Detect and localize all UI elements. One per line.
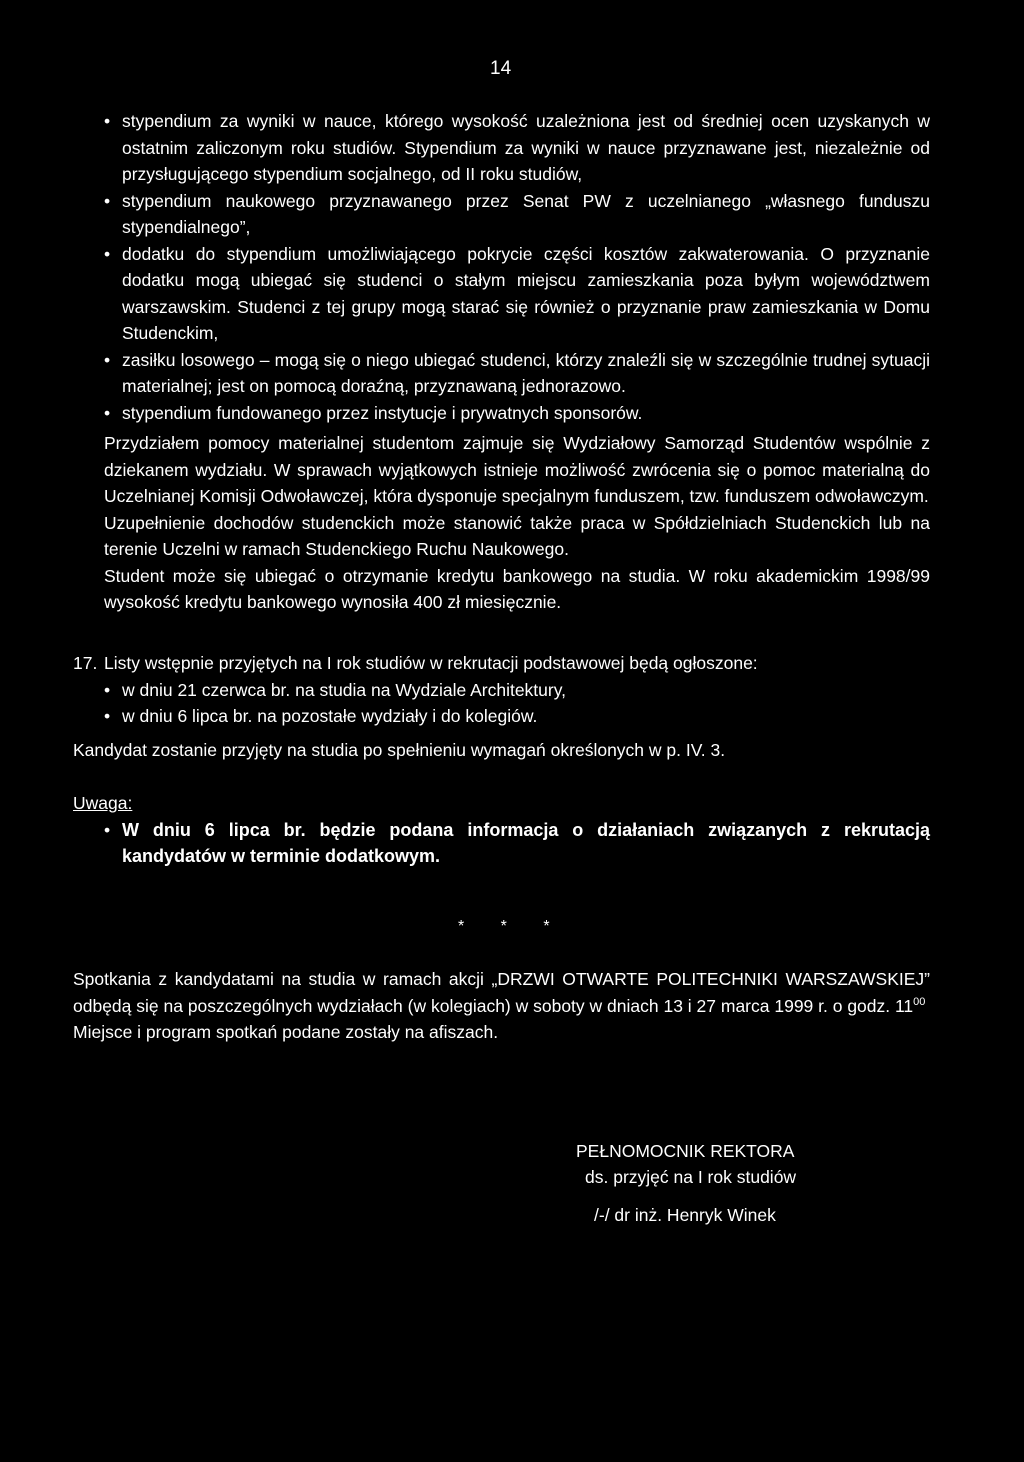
- bullet-icon: •: [104, 349, 111, 370]
- list-item: [0, 108, 930, 188]
- signature-name: /-/ dr inż. Henryk Winek: [594, 1205, 776, 1225]
- paragraph: Przydziałem pomocy materialnej studentom zajmuje się Wydziałowy Samorząd Studentów wspólnie z dziekanem wydziału. W sprawach wyjątkowych istnieje możliwość zwrócenia się o pomoc materialną do Uczelnianej Komisji Odwoławczej, która dysponuje specjalnym funduszem, tzw. funduszem odwoławczym.: [104, 433, 930, 506]
- open-doors-place: Miejsce i program spotkań podane zostały na afiszach.: [73, 1022, 499, 1042]
- bullet-icon: •: [104, 679, 111, 700]
- list-item: [0, 400, 930, 427]
- admission-note-text: Kandydat zostanie przyjęty na studia po spełnieniu wymagań określonych w p. IV. 3.: [73, 740, 726, 760]
- list-item-text: w dniu 6 lipca br. na pozostałe wydziały i do kolegiów.: [122, 706, 538, 726]
- notice-label: Uwaga:: [73, 793, 133, 813]
- open-doors: [0, 966, 1024, 1046]
- bullet-icon: •: [104, 402, 111, 423]
- bullet-icon: •: [104, 190, 111, 211]
- list-item-text: w dniu 21 czerwca br. na studia na Wydziale Architektury,: [122, 679, 567, 700]
- signature-title: PEŁNOMOCNIK REKTORA: [576, 1141, 795, 1161]
- open-doors-body: Spotkania z kandydatami na studia w ramach akcji „DRZWI OTWARTE POLITECHNIKI WARSZAWSKIEJ” odbędą się na poszczególnych wydziałach (w kolegiach) w soboty w dniach 13 i 27 marca 1999 r. o godz. 11: [73, 969, 930, 1016]
- admission-note: [0, 737, 1024, 764]
- item-text: Listy wstępnie przyjętych na I rok studiów w rekrutacji podstawowej będą ogłoszone:: [104, 653, 758, 673]
- list-item: [0, 241, 930, 347]
- bullet-icon: •: [104, 243, 111, 264]
- bullet-icon: •: [104, 111, 111, 131]
- bullet-icon: •: [104, 706, 111, 726]
- signature-block: [576, 1138, 796, 1228]
- list-item-text: dodatku do stypendium umożliwiającego pokrycie części kosztów zakwaterowania. O przyznanie dodatku mogą ubiegać się studenci o stałym miejscu zamieszkania poza byłym województwem warszawskim. Studenci z tej grupy mogą starać się również o przyznanie praw zamieszkania w Domu Studenckim,: [122, 243, 930, 343]
- time-superscript: 00: [913, 995, 926, 1008]
- aid-paragraphs: [0, 430, 1024, 616]
- bullet-icon: •: [104, 819, 111, 840]
- paragraph: Uzupełnienie dochodów studenckich może stanowić także praca w Spółdzielniach Studenckich lub na terenie Uczelni w ramach Studenckiego Ruchu Naukowego.: [104, 512, 930, 559]
- notice-text: W dniu 6 lipca br. będzie podana informacja o działaniach związanych z rekrutacją kandydatów w terminie dodatkowym.: [122, 819, 930, 866]
- section-17: [0, 650, 1024, 730]
- scholarship-list: [0, 108, 1024, 426]
- list-item: [0, 703, 930, 730]
- list-item-text: stypendium naukowego przyznawanego przez Senat PW z uczelnianego „własnego funduszu stypendialnego”,: [122, 190, 930, 237]
- list-item: [0, 677, 930, 704]
- list-item: [0, 347, 930, 400]
- paragraph: Student może się ubiegać o otrzymanie kredytu bankowego na studia. W roku akademickim 1998/99 wysokość kredytu bankowego wynosiła 400 zł miesięcznie.: [104, 565, 930, 612]
- list-item-text: zasiłku losowego – mogą się o niego ubiegać studenci, którzy znaleźli się w szczególnie trudnej sytuacji materialnej; jest on pomocą doraźną, przyznawaną jednorazowo.: [122, 349, 930, 396]
- signature-subtitle: ds. przyjęć na I rok studiów: [585, 1167, 797, 1187]
- item-number: 17.: [73, 653, 98, 673]
- page-number: 14: [490, 58, 512, 79]
- open-doors-text: [0, 966, 930, 1019]
- notice: [0, 790, 1024, 870]
- list-item-text: stypendium za wyniki w nauce, którego wysokość uzależniona jest od średniej ocen uzyskanych w ostatnim zaliczonym roku studiów. Stypendium za wyniki w nauce przyznawane jest, niezależnie od przysługującego stypendium socjalnego, od II roku studiów,: [122, 111, 930, 184]
- list-item: [0, 817, 930, 870]
- numbered-item: [0, 650, 1024, 677]
- list-item-text: stypendium fundowanego przez instytucje i prywatnych sponsorów.: [122, 402, 643, 423]
- separator: * * *: [458, 918, 566, 935]
- list-item: [0, 188, 930, 241]
